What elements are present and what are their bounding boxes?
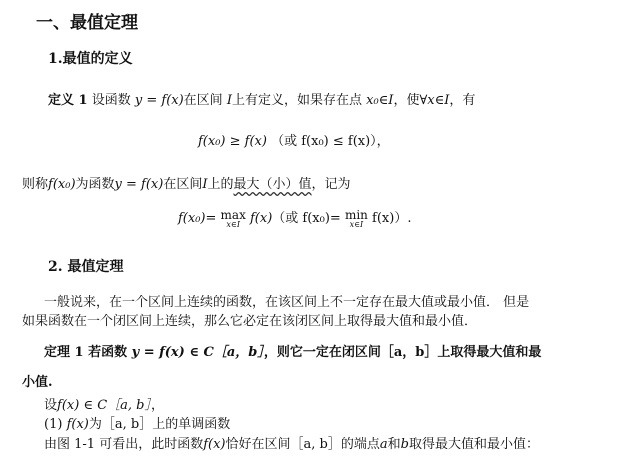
paragraph-line-1: 一般说来，在一个区间上连续的函数，在该区间上不一定存在最大值或最小值． 但是	[44, 295, 530, 310]
proof-l2a: (1)	[44, 417, 63, 432]
def-forall: x∈I	[427, 93, 450, 108]
proof-l3d: a	[379, 437, 388, 452]
def-func: y = f(x)	[134, 93, 184, 108]
def-text-c: 上有定义，如果存在点	[231, 93, 362, 108]
call-interval: I	[202, 177, 208, 192]
maxmin-lhs: f(x₀)=	[178, 211, 217, 226]
inequality-right: （或 f(x₀) ≤ f(x)），	[271, 134, 390, 149]
max-subscript: x∈I	[226, 219, 240, 229]
proof-l3g: 取得最大值和最小值：	[408, 437, 539, 452]
section-heading: 一、最值定理	[36, 13, 138, 33]
proof-l3e: 和	[387, 437, 401, 452]
def-text-e: ，有	[449, 93, 476, 108]
call-a: 则称	[22, 177, 49, 192]
proof-l2c: 为［a, b］上的单调函数	[88, 417, 231, 432]
min-subscript: x∈I	[349, 219, 364, 229]
theorem-1-line	[44, 341, 541, 360]
proof-line-1	[44, 394, 164, 413]
thm-a: 若函数	[88, 345, 128, 360]
call-e: ，记为	[311, 177, 351, 192]
call-b: 为函数	[75, 177, 115, 192]
thm-b: ，则它一定在闭区间［a，b］上取得最大值和最	[263, 345, 542, 360]
call-func: y = f(x)	[114, 177, 164, 192]
proof-l3c: 恰好在区间［a, b］的端点	[225, 437, 380, 452]
def-text-d: ，使∀	[393, 93, 428, 108]
maxmin-mid: （或 f(x₀)=	[272, 211, 341, 226]
definition-label: 定义 1	[48, 93, 88, 108]
proof-l1a: 设	[44, 398, 58, 413]
min-label: min	[344, 207, 368, 222]
proof-l2b: f(x)	[66, 417, 89, 432]
extremum-naming-line	[22, 173, 351, 192]
proof-l3f: b	[400, 437, 409, 452]
def-text-b: 在区间	[183, 93, 223, 108]
theorem-label: 定理 1	[44, 345, 84, 360]
subsection-heading-theorem: 2. 最值定理	[48, 259, 124, 275]
max-operator	[221, 209, 246, 229]
call-fx0: f(x₀)	[48, 177, 76, 192]
def-interval: I	[226, 93, 232, 108]
subsection-heading-definition: 1.最值的定义	[48, 51, 133, 67]
proof-line-3	[44, 433, 539, 452]
maxmin-fx: f(x)	[249, 211, 273, 226]
proof-l1c: ，	[150, 398, 164, 413]
max-min-formula	[178, 207, 411, 229]
definition-1-line	[48, 89, 475, 108]
extremum-term: 最大（小）值	[233, 177, 312, 192]
proof-l1b: f(x) ∈ C［a, b］	[57, 398, 151, 413]
min-operator	[345, 209, 368, 229]
proof-line-2	[44, 413, 230, 432]
paragraph-line-2: 如果函数在一个闭区间上连续，那么它必定在该闭区间上取得最大值和最小值．	[22, 314, 478, 329]
maxmin-end: f(x)）.	[372, 211, 412, 226]
call-d: 上的	[207, 177, 234, 192]
call-c: 在区间	[163, 177, 203, 192]
inequality-formula	[198, 130, 390, 149]
theorem-1-continuation: 小值.	[22, 375, 53, 390]
def-point: x₀∈I	[366, 93, 394, 108]
def-text-a: 设函数	[91, 93, 131, 108]
thm-func: y = f(x) ∈ C［a，b］	[131, 345, 264, 360]
proof-l3b: f(x)	[203, 437, 226, 452]
proof-l3a: 由图 1-1 可看出，此时函数	[44, 437, 204, 452]
max-label: max	[220, 207, 246, 222]
inequality-left: f(x₀) ≥ f(x)	[198, 134, 267, 149]
